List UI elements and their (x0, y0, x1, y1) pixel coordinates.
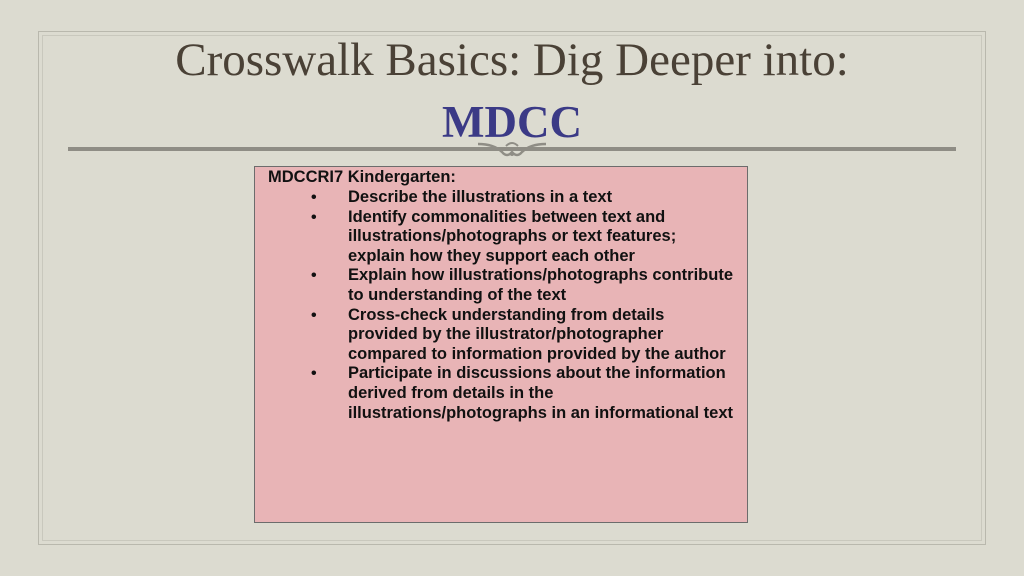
bullet-icon: • (311, 365, 317, 383)
list-item (255, 306, 747, 365)
bullet-icon: • (311, 267, 317, 285)
bullet-text: Explain how illustrations/photographs contribute to understanding of the text (348, 266, 734, 304)
list-item (255, 208, 747, 267)
card-heading: MDCCRI7 Kindergarten: (268, 168, 456, 186)
bullet-icon: • (311, 189, 317, 206)
bullet-text: Identify commonalities between text and illustrations/photographs or text features; explain how they support each other (348, 207, 677, 265)
bullet-list (255, 188, 747, 423)
bullet-text: Describe the illustrations in a text (348, 188, 613, 206)
standard-card (254, 166, 748, 523)
bullet-text: Cross-check understanding from details provided by the illustrator/photographer compared to information provided by the author (348, 305, 726, 363)
bullet-icon: • (311, 208, 317, 226)
bullet-text: Participate in discussions about the information derived from details in the illustrations/photographs in an informational text (348, 364, 734, 422)
slide-subtitle: MDCC (442, 97, 582, 147)
list-item (255, 266, 747, 305)
list-item (255, 188, 747, 208)
slide-title: Crosswalk Basics: Dig Deeper into: (175, 34, 849, 86)
bullet-icon: • (311, 306, 317, 324)
list-item (255, 364, 747, 423)
divider-ornament-icon (476, 140, 548, 162)
